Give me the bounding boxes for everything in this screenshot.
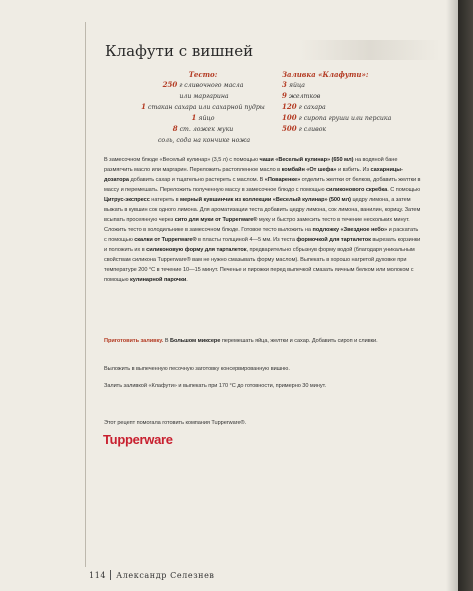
dough-heading: Тесто: [188,70,218,79]
page-footer [89,570,215,580]
ingredient-line: 9 желтков [282,91,321,100]
ingredient-line: 100 г сиропа груши или персика [282,113,392,122]
ingredient-line: 120 г сахара [282,102,326,111]
ingredient-line: 1 стакан сахара или сахарной пудры [141,102,265,111]
ingredient-line: или маргарина [179,93,229,100]
bleed-through-smudge [300,40,440,60]
sponsor-note: Этот рецепт помогала готовить компания Tupperware®. [104,420,247,426]
method-paragraph-2: Приготовить заливку. В Большом миксере перемешать яйца, желтки и сахар. Добавить сироп и сливки. [104,338,378,344]
ingredient-line: 3 яйца [282,80,305,89]
footer-separator [110,570,111,580]
page-edge-shadow [446,0,458,591]
recipe-title: Клафути с вишней [105,42,254,60]
filling-ingredients [282,70,402,135]
method-paragraph-1: В замесочном блюде «Веселый кулинар» (3,5 л) с помощью чаши «Веселый кулинар» (650 мл) на водяной бане размягчить масло или маргарин. Переложить растопленное масло в комбайн «От шефа» и взбить. Из сахарницы-дозатора добавить сахар и тщательно растереть с маслом. В «Поваренке» отделить желтки от белков, добавить желтки в массу и перемешать. Переложить полученную массу в замесочное блюдо с помощью силиконового скребка. С помощью Цитрус-экспресс натереть в мерный кувшинчик из коллекции «Веселый кулинар» (500 мл) цедру лимона, а затем выжать в кувшин сок одного лимона. Для ароматизации теста добавить цедру лимона, сок лимона, ванилин, корицу. Затем всыпать просеянную через сито для муки от Tupperware® муку и быстро замесить тесто в течение нескольких минут. Сложить тесто в холодильнике в замесочном блюде. Готовое тесто выложить на подложку «Звездное небо» и раскатать с помощью скалки от Tupperware® в пласты толщиной 4—5 мм. Из теста формочкой для тарталеток вырезать корзинки и положить их в силиконовую форму для тарталеток, предварительно сбрызнув форму водой (благодаря уникальным свойствам силикона Tupperware® вам не нужно смазывать форму маслом). Выпекать в хорошо нагретой духовке при температуре 200 °С в течение 10—15 минут. Печенье и пирожки перед выпечкой смазать яичным белком или молоком с помощью кулинарной парочки. [104,157,421,283]
tupperware-logo: Tupperware [103,432,173,447]
dough-ingredients [118,70,288,146]
filling-heading: Заливка «Клафути»: [282,70,369,79]
ingredient-line: 500 г сливок [282,124,327,133]
ingredient-line: соль, сода на кончике ножа [157,137,251,144]
margin-rule [85,22,86,567]
method-paragraph-3: Выложить в выпеченную песочную заготовку консервированную вишню. [104,366,290,372]
ingredient-line: 250 г сливочного масла [162,80,244,89]
method-paragraph-4: Залить заливкой «Клафути» и выпекать при 170 °С до готовности, примерно 30 минут. [104,383,326,389]
ingredient-line: 1 яйцо [191,113,215,122]
book-spine-edge [458,0,473,591]
author-name: Александр Селезнев [116,571,215,580]
ingredient-line: 8 ст. ложек муки [172,124,234,133]
page-number: 114 [89,571,107,580]
